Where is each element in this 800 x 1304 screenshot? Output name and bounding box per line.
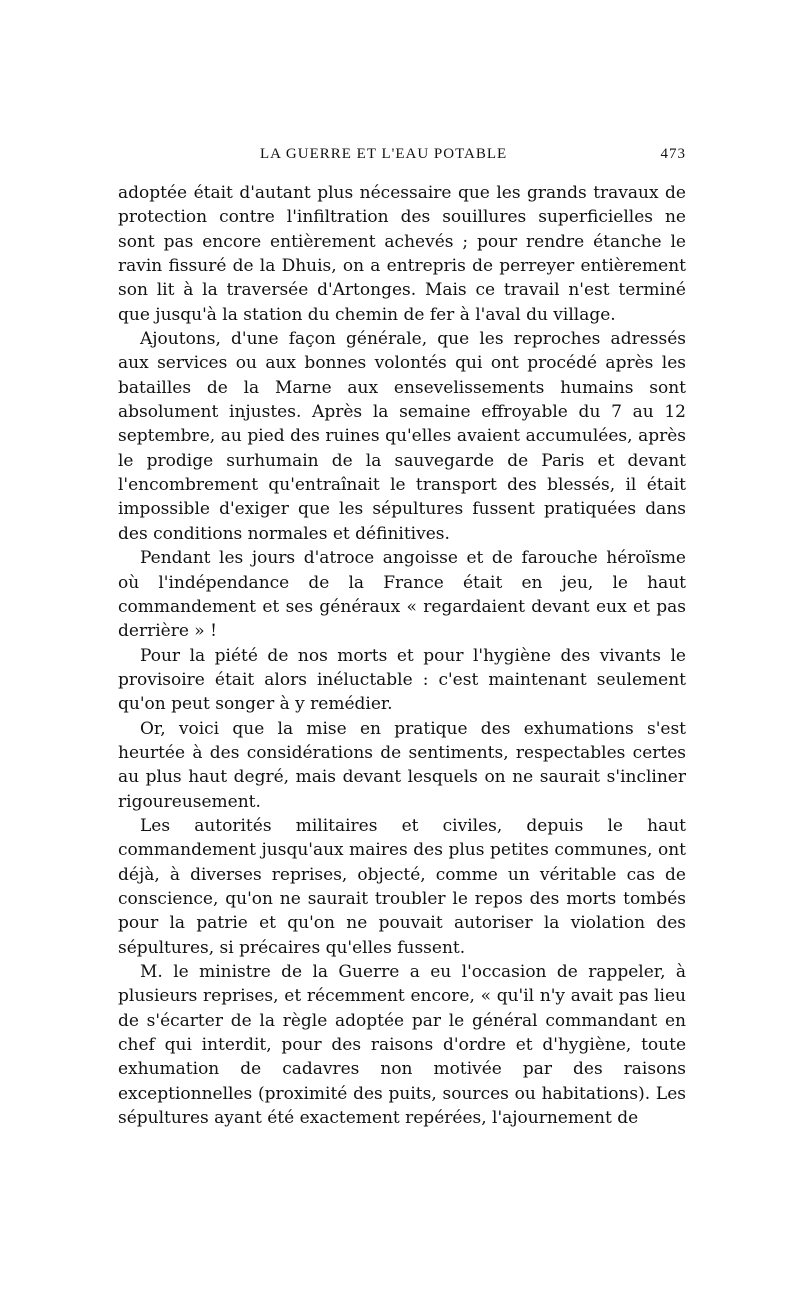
paragraph: Pendant les jours d'atroce angoisse et de farouche héroïsme où l'indépendance de la France était en jeu, le haut commandement et ses généraux « regardaient devant eux et pas derrière » ! — [118, 548, 686, 642]
paragraph: Les autorités militaires et civiles, depuis le haut commandement jusqu'aux maires des plus petites communes, ont déjà, à diverses reprises, objecté, comme un véritable cas de conscience, qu'on ne saurait troubler le repos des morts tombés pour la patrie et qu'on ne pouvait autoriser la violation des sépultures, si précaires qu'elles fussent. — [118, 815, 686, 958]
body-text — [118, 181, 686, 1130]
paragraph: Pour la piété de nos morts et pour l'hygiène des vivants le provisoire était alors inéluctable : c'est maintenant seulement qu'on peut songer à y remédier. — [118, 645, 686, 715]
page-number: 473 — [660, 146, 686, 162]
paragraph: Ajoutons, d'une façon générale, que les reproches adressés aux services ou aux bonnes volontés qui ont procédé après les batailles de la Marne aux ensevelissements humains sont absolument injustes. Après la semaine effroyable du 7 au 12 septembre, au pied des ruines qu'elles avaient accumulées, après le prodige surhumain de la sauvegarde de Paris et devant l'encombrement qu'entraînait le transport des blessés, il était impossible d'exiger que les sépultures fussent pratiquées dans des conditions normales et définitives. — [118, 329, 686, 544]
paragraph: Or, voici que la mise en pratique des exhumations s'est heurtée à des considérations de sentiments, respectables certes au plus haut degré, mais devant lesquels on ne saurait s'incliner rigoureusement. — [118, 718, 686, 812]
running-head — [118, 146, 686, 168]
running-title: LA GUERRE ET L'EAU POTABLE — [260, 146, 508, 162]
paragraph-continued: adoptée était d'autant plus nécessaire que les grands travaux de protection contre l'infiltration des souillures superficielles ne sont pas encore entièrement achevés ; pour rendre étanche le ravin fissuré de la Dhuis, on a entrepris de perreyer entièrement son lit à la traversée d'Artonges. Mais ce travail n'est terminé que jusqu'à la station du chemin de fer à l'aval du village. — [118, 183, 686, 325]
paragraph: M. le ministre de la Guerre a eu l'occasion de rappeler, à plusieurs reprises, et récemment encore, « qu'il n'y avait pas lieu de s'écarter de la règle adoptée par le général commandant en chef qui interdit, pour des raisons d'ordre et d'hygiène, toute exhumation de cadavres non motivée par des raisons exceptionnelles (proximité des puits, sources ou habitations). Les sépultures ayant été exactement repérées, l'ajournement de — [118, 962, 686, 1129]
